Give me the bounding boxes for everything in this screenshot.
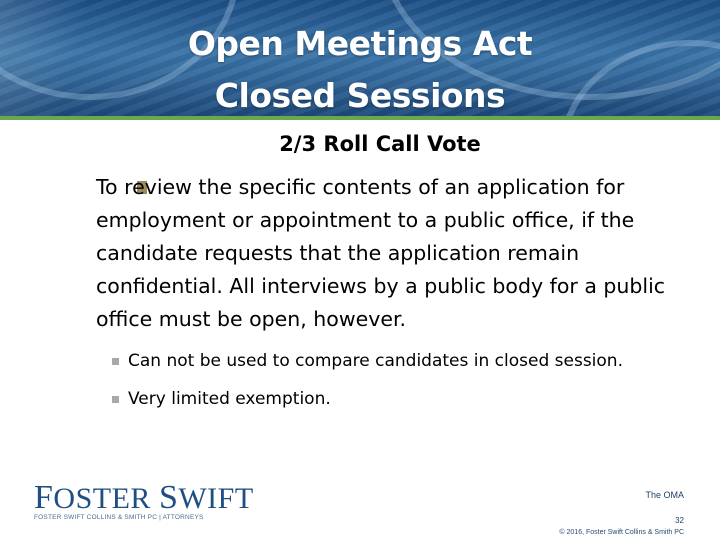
slide-subtitle: 2/3 Roll Call Vote [279, 132, 481, 156]
footer-section-label: The OMA [645, 490, 684, 500]
page-number: 32 [675, 516, 684, 525]
title-line-1: Open Meetings Act [187, 24, 533, 63]
logo-wordmark [34, 479, 254, 516]
sub-bullet-text: Very limited exemption. [128, 389, 331, 409]
title-line-2: Closed Sessions [214, 76, 506, 115]
logo-word: OSTER [53, 482, 151, 515]
logo-initial: F [34, 479, 54, 516]
sub-bullet-marker [112, 396, 119, 403]
header-banner [0, 0, 720, 120]
list-item [112, 380, 712, 418]
logo-initial: S [158, 479, 179, 516]
firm-logo [34, 479, 254, 521]
slide-title [110, 18, 610, 120]
sub-bullet-marker [112, 358, 119, 365]
main-bullet-text: To review the specific contents of an application for employment or appointment to a public office, if the candidate requests that the application remain confidential. All interviews by a public body for a public office must be open, however. [96, 175, 666, 331]
banner-accent-line [0, 116, 720, 120]
logo-word: WIFT [178, 482, 254, 515]
logo-tagline: FOSTER SWIFT COLLINS & SMITH PC | ATTORNEYS [34, 514, 204, 521]
list-item [112, 342, 712, 380]
sub-bullet-list [112, 342, 712, 418]
sub-bullet-text: Can not be used to compare candidates in closed session. [128, 351, 623, 371]
copyright-notice: © 2016, Foster Swift Collins & Smith PC [559, 529, 684, 536]
slide-footer [559, 490, 684, 536]
